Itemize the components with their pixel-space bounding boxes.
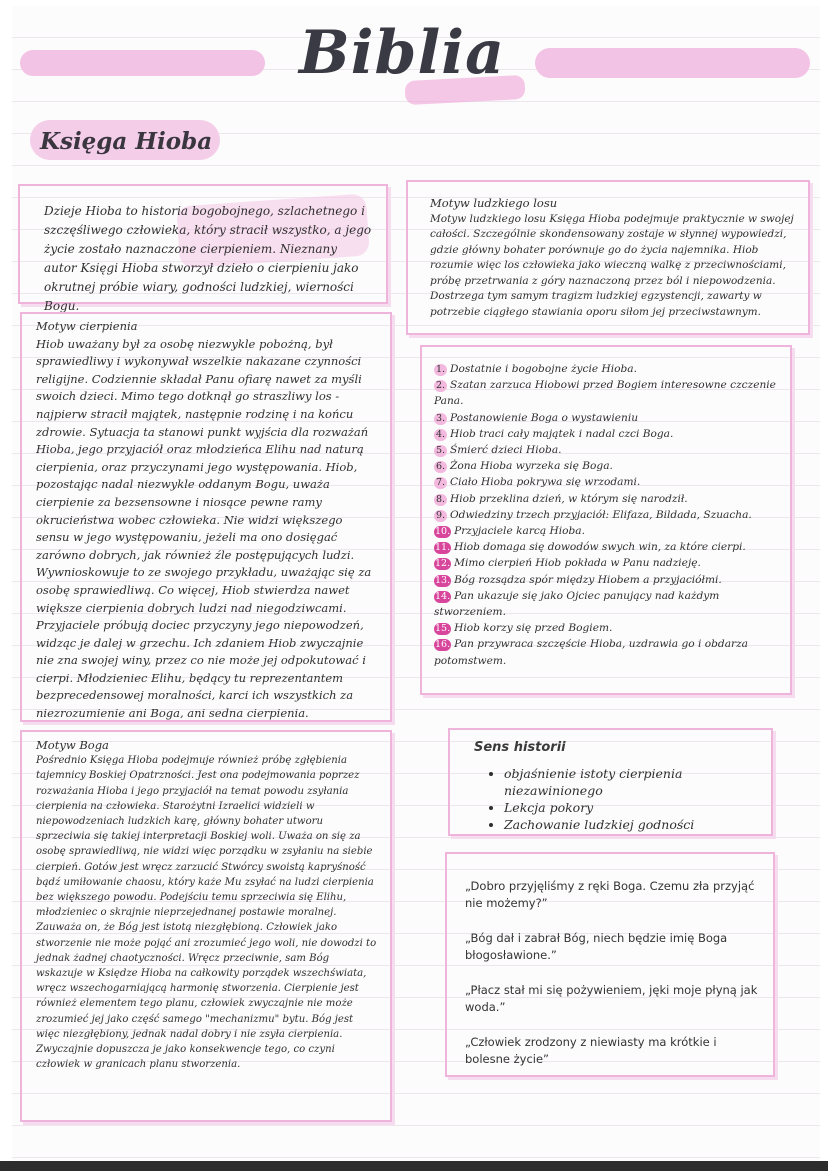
event-item [434, 507, 780, 523]
event-text: Żona Hioba wyrzeka się Boga. [450, 460, 613, 473]
event-item [434, 410, 780, 426]
event-item [434, 572, 780, 588]
suffering-box [20, 312, 392, 722]
event-number: 6. [435, 461, 446, 473]
event-number: 7. [435, 477, 446, 489]
event-number: 2. [435, 380, 446, 392]
quotes-box [445, 852, 775, 1077]
quote: „Bóg dał i zabrał Bóg, niech będzie imię Boga błogosławione.” [465, 931, 728, 962]
god-box [20, 730, 392, 1122]
event-number: 11. [435, 542, 451, 554]
event-number: 16. [435, 639, 451, 651]
event-number: 8. [435, 493, 446, 505]
event-item [434, 442, 780, 458]
event-item [434, 636, 780, 668]
event-item [434, 523, 780, 539]
meaning-list [464, 765, 759, 833]
event-text: Dostatnie i bogobojne życie Hioba. [450, 363, 637, 375]
event-item [434, 539, 780, 555]
event-item [434, 491, 780, 507]
events-box [420, 345, 792, 695]
title-band-left [20, 50, 265, 76]
event-item [434, 361, 780, 377]
human-fate-heading: Motyw ludzkiego losu [430, 196, 558, 210]
event-number: 5. [435, 445, 446, 457]
human-fate-box [406, 180, 810, 335]
event-text: Przyjaciele karcą Hioba. [454, 525, 585, 538]
event-number: 13. [435, 574, 451, 586]
event-text: Odwiedziny trzech przyjaciół: Elifaza, Bildada, Szuacha. [450, 508, 752, 521]
event-text: Pan przywraca szczęście Hioba, uzdrawia go i obdarza potomstwem. [434, 638, 748, 667]
events-list [434, 361, 780, 669]
event-number: 14. [435, 590, 451, 602]
event-text: Hiob traci cały majątek i nadal czci Boga. [450, 427, 674, 440]
event-text: Mimo cierpień Hiob pokłada w Panu nadzieję. [454, 557, 701, 570]
event-number: 9. [435, 509, 446, 521]
meaning-item: • Lekcja pokory [504, 799, 759, 816]
event-number: 12. [435, 558, 451, 570]
meaning-item: • objaśnienie istoty cierpienia niezawinionego [504, 765, 759, 799]
event-item [434, 588, 780, 620]
meaning-box [448, 728, 773, 836]
event-item [434, 377, 780, 409]
event-text: Szatan zarzuca Hiobowi przed Bogiem interesowne czczenie Pana. [434, 379, 776, 408]
event-text: Hiob domaga się dowodów swych win, za które cierpi. [454, 541, 746, 554]
event-number: 4. [435, 428, 446, 440]
meaning-item: • Zachowanie ludzkiej godności [504, 816, 759, 833]
event-item [434, 555, 780, 571]
event-text: Postanowienie Boga o wystawieniu [450, 411, 639, 424]
event-item [434, 458, 780, 474]
intro-box [18, 184, 388, 313]
god-text: Pośrednio Księga Hioba podejmuje również próbę zgłębienia tajemnicy Boskiej Opatrzności. Jest ona podejmowania poprzez rozważania Hioba i jego przyjaciół na temat powodu zsyłania cierpienia na człowieka. Starożytni Izraelici widzieli w niepowodzeniach ludzkich karę, główny bohater utworu sprzeciwia się takiej interpretacji Boskiej woli. Uważa on się za osobę sprawiedliwą, nie widzi więc porządku w zsyłaniu na siebie cierpień. Gotów jest wręcz zarzucić Stwórcy swoistą kapryśność bądź umiłowanie chaosu, który każe Mu zsyłać na ludzi cierpienia bez większego powodu. Podejściu temu sprzeciwia się Elihu, młodzieniec o skrajnie nieprzejednanej postawie moralnej. Zauważa on, że Bóg jest istotą niezgłębioną. Człowiek jako stworzenie nie może pojąć ani zrozumieć jego woli, nie dowodzi to jednak żadnej chaotyczności. Wręcz przeciwnie, sam Bóg wskazuje w Księdze Hioba na całkowity porządek wszechświata, wręcz wszechogarniającą harmonię stworzenia. Cierpienie jest również elementem tego planu, człowiek zwyczajnie nie może zrozumieć jej jako część samego "mechanizmu" bytu. Bóg jest więc niezgłębiony, jednak nadal dobry i nie zsyła cierpienia. Zwyczajnie dopuszcza je jako konsekwencje tego, co czyni człowiek w granicach planu stworzenia. [36, 755, 377, 1071]
event-text: Hiob przeklina dzień, w którym się narodził. [450, 492, 688, 505]
event-text: Ciało Hioba pokrywa się wrzodami. [450, 476, 641, 489]
event-number: 3. [435, 412, 446, 424]
page-subtitle: Księga Hioba [40, 128, 213, 155]
quote: „Dobro przyjęliśmy z ręki Boga. Czemu zła przyjąć nie możemy?” [465, 879, 755, 910]
event-item [434, 474, 780, 490]
event-number: 1. [435, 364, 446, 375]
event-text: Bóg rozsądza spór między Hiobem a przyjaciółmi. [454, 573, 722, 586]
quote: „Płacz stał mi się pożywieniem, jęki moje płyną jak woda.” [465, 983, 758, 1014]
suffering-heading: Motyw cierpienia [36, 319, 138, 333]
event-text: Hiob korzy się przed Bogiem. [454, 622, 613, 635]
page-title: Biblia [299, 18, 505, 88]
event-number: 15. [435, 623, 451, 635]
event-number: 10. [435, 526, 451, 538]
meaning-heading: Sens historii [474, 740, 566, 755]
god-heading: Motyw Boga [36, 738, 109, 752]
title-band-right [535, 48, 810, 78]
event-text: Pan ukazuje się jako Ojciec panujący nad każdym stworzeniem. [434, 589, 720, 619]
human-fate-text: Motyw ludzkiego losu Księga Hioba podejmuje praktycznie w swojej całości. Szczególnie skondensowany zostaje w słynnej wypowiedzi, gdzie główny bohater porównuje go do życia najemnika. Hiob rozumie więc los człowieka jako wieczną walkę z przeciwnościami, próbę przetrwania z góry naznaczoną przez ból i niepowodzenia. Dostrzega tym samym tragizm ludzkiej egzystencji, zawarty w potrzebie ciągłego stawiania oporu siłom jej przeciwstawnym. [430, 212, 794, 318]
event-item [434, 426, 780, 442]
event-text: Śmierć dzieci Hioba. [450, 444, 562, 457]
suffering-text: Hiob uważany był za osobę niezwykle pobożną, był sprawiedliwy i wykonywał wszelkie nakazane czynności religijne. Codziennie składał Panu ofiarę nawet za myśli swoich dzieci. Mimo tego dotknął go straszliwy los - najpierw stracił majątek, następnie rodzinę i na końcu zdrowie. Sytuacja ta stanowi punkt wyjścia dla rozważań Hioba, jego przyjaciół oraz młodzieńca Elihu nad naturą cierpienia, oraz przyczynami jego występowania. Hiob, pozostając nadal niezwykle oddanym Bogu, uważa cierpienie za bezsensowne i niosące pewne ramy okrucieństwa wobec człowieka. Nie widzi większego sensu w jego występowaniu, jeżeli ma ono dosięgać zarówno dobrych, jak również źle postępujących ludzi. Wywnioskowuje to ze swojego przykładu, uważając się za osobę sprawiedliwą. Co więcej, Hiob stwierdza nawet większe cierpienia dobrych ludzi nad niegodziwcami. Przyjaciele próbują dociec przyczyny jego niepowodzeń, widząc je dalej w grzechu. Ich zdaniem Hiob zwyczajnie nie zna swojej winy, przez co nie może jej odpokutować i cierpi. Młodzieniec Elihu, będący tu reprezentantem bezprecedensowej moralności, karci ich wszystkich za niezrozumienie ani Boga, ani sedna cierpienia. [36, 336, 372, 721]
quote: „Człowiek zrodzony z niewiasty ma krótkie i bolesne życie” [465, 1035, 717, 1066]
scan-edge [0, 1161, 828, 1171]
intro-text: Dzieje Hioba to historia bogobojnego, szlachetnego i szczęśliwego człowieka, który stracił wszystko, a jego życie zostało naznaczone cierpieniem. Nieznany autor Księgi Hioba stworzył dzieło o cierpieniu jako okrutnej próbie wiary, godności ludzkiej, wierności Bogu. [44, 204, 372, 313]
event-item [434, 620, 780, 636]
